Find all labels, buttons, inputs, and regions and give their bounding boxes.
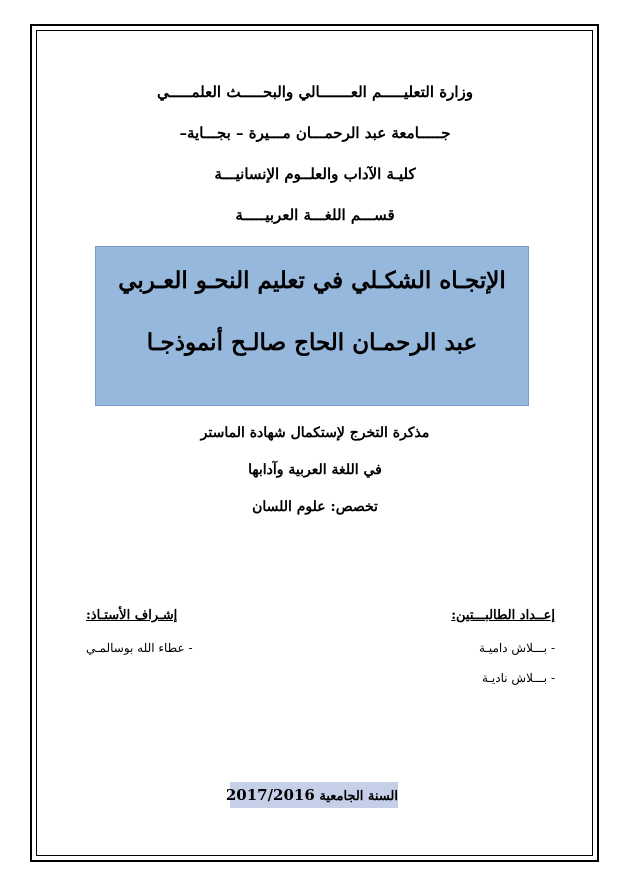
student-name-2: - بـــلاش ناديـة	[481, 671, 555, 685]
students-heading: إعــداد الطالبـــتين:	[451, 608, 555, 623]
supervisor-heading: إشـراف الأستـاذ:	[86, 608, 178, 623]
supervisor-name: - عطاء الله بوسالمـي	[86, 641, 193, 655]
students-section	[451, 608, 555, 685]
academic-year-label: السنة الجامعية	[319, 789, 398, 804]
thesis-title-line-2: عبد الرحمـان الحاج صالـح أنموذجـا	[146, 329, 478, 356]
thesis-title-box	[95, 246, 529, 406]
thesis-title-line-1: الإتجـاه الشكـلي في تعليم النحـو العـربي	[118, 267, 506, 294]
faculty-name: كليـة الآداب والعلــوم الإنسانيـــة	[214, 165, 416, 183]
thesis-specialty: تخصص: علوم اللسان	[252, 499, 378, 515]
university-name: جـــــامعة عبد الرحمـــان مـــيرة – بجـــاية–	[179, 124, 451, 142]
academic-year-value: 2017/2016	[225, 786, 315, 804]
supervisor-section	[86, 608, 193, 655]
student-name-1: - بـــلاش داميـة	[478, 641, 555, 655]
academic-year-badge	[225, 782, 398, 808]
department-name: قســـم اللغـــة العربيـــــة	[235, 206, 395, 224]
thesis-purpose: مذكرة التخرج لإستكمال شهادة الماستر	[200, 425, 430, 441]
page-border-inner	[36, 30, 593, 856]
thesis-field: في اللغة العربية وآدابها	[248, 462, 382, 478]
ministry-name: وزارة التعليـــــم العـــــــالي والبحـــــث العلمـــــي	[157, 83, 473, 101]
